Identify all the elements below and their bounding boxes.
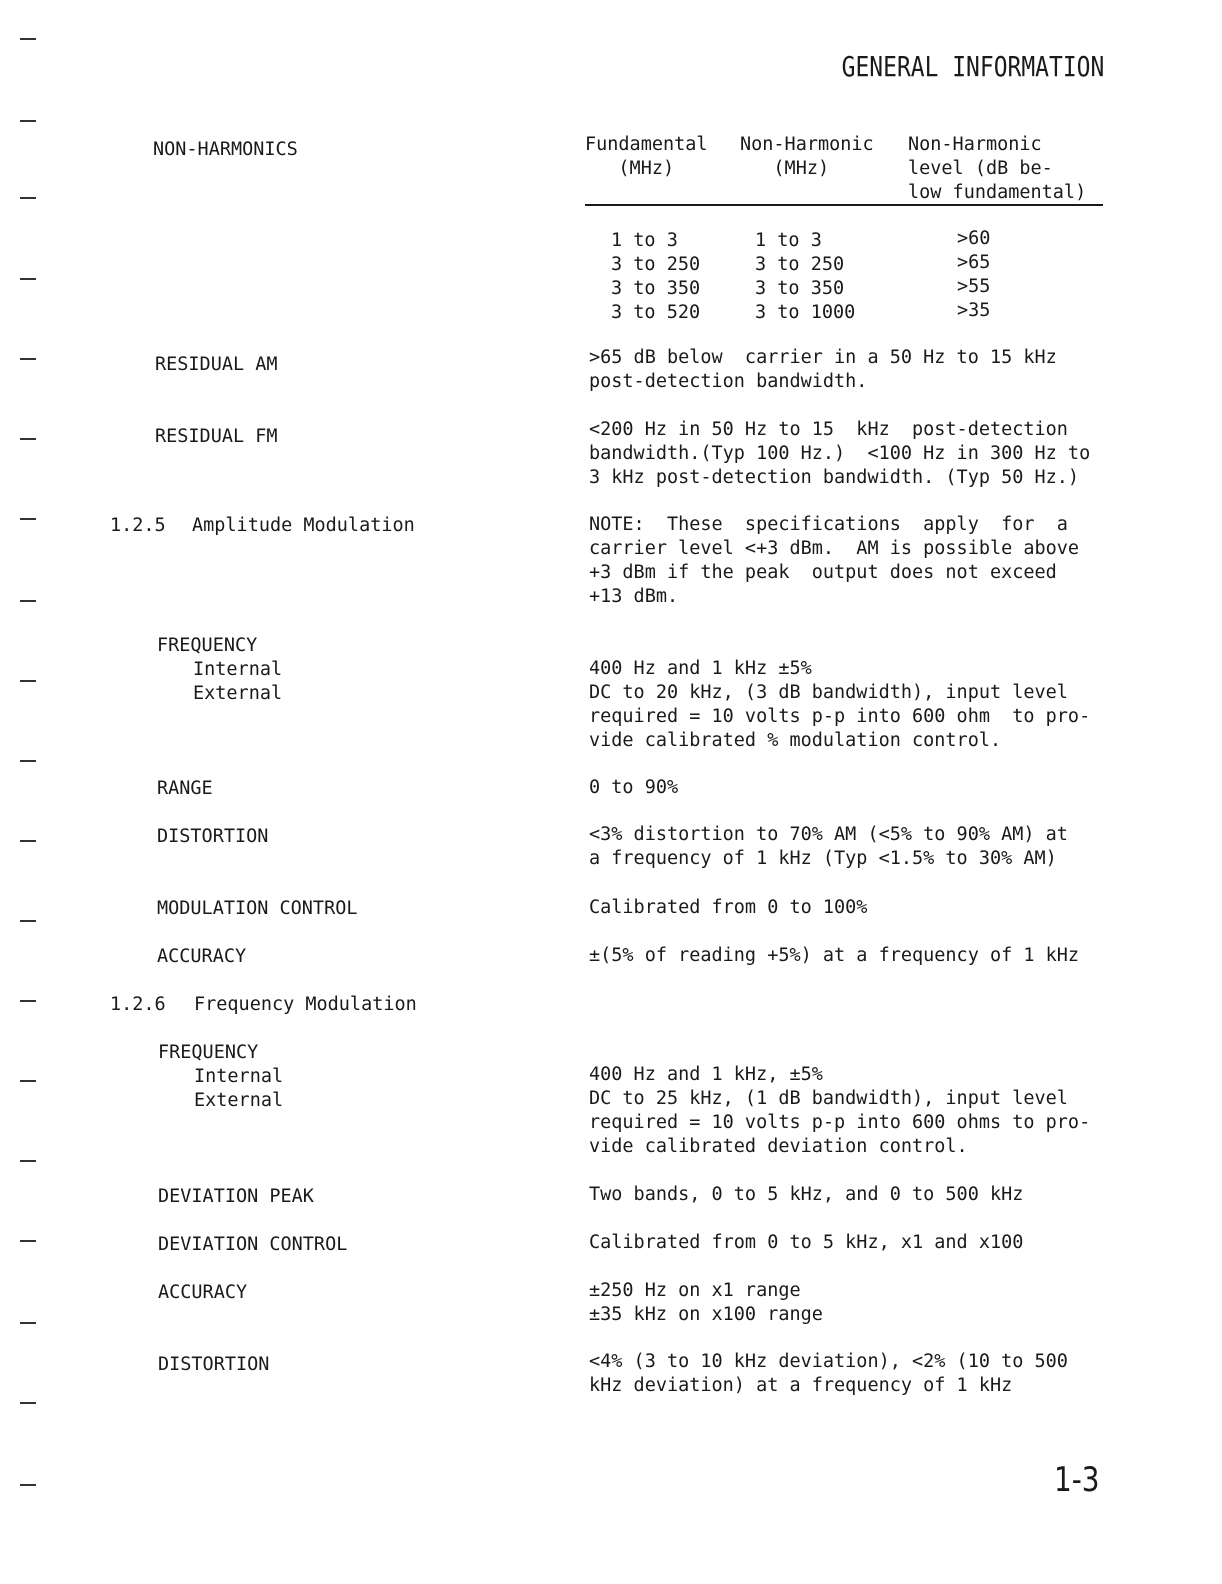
margin-mark bbox=[20, 760, 36, 762]
margin-mark bbox=[20, 278, 36, 280]
fm-distortion-label: DISTORTION bbox=[158, 1354, 270, 1375]
fm-frequency-label: FREQUENCY bbox=[158, 1042, 259, 1063]
margin-mark bbox=[20, 197, 36, 199]
margin-mark bbox=[20, 920, 36, 922]
table-header-non-harmonic-level: Non-Harmonic level (dB be- low fundamental) bbox=[908, 134, 1087, 203]
margin-mark bbox=[20, 1160, 36, 1162]
table-cell: 3 to 520 bbox=[611, 302, 701, 323]
margin-mark bbox=[20, 1322, 36, 1324]
fm-deviation-control-label: DEVIATION CONTROL bbox=[158, 1234, 348, 1255]
am-internal-value: 400 Hz and 1 kHz ±5% bbox=[589, 658, 812, 679]
margin-mark bbox=[20, 680, 36, 682]
fm-accuracy-value: ±250 Hz on x1 range ±35 kHz on x100 range bbox=[589, 1280, 823, 1325]
am-modulation-control-value: Calibrated from 0 to 100% bbox=[589, 897, 868, 918]
am-range-label: RANGE bbox=[157, 778, 213, 799]
table-cell: 3 to 250 bbox=[755, 254, 845, 275]
margin-mark bbox=[20, 1402, 36, 1404]
table-cell: 3 to 350 bbox=[611, 278, 701, 299]
table-cell: 1 to 3 bbox=[755, 230, 822, 251]
residual-am-value: >65 dB below carrier in a 50 Hz to 15 kHz post-detection bandwidth. bbox=[589, 347, 1057, 392]
table-cell: 3 to 250 bbox=[611, 254, 701, 275]
am-note: NOTE: These specifications apply for a carrier level <+3 dBm. AM is possible above +3 dBm if the peak output does not exceed +13 dBm. bbox=[589, 514, 1080, 607]
table-cell: >35 bbox=[957, 300, 991, 321]
non-harmonics-label: NON-HARMONICS bbox=[153, 139, 298, 160]
margin-mark bbox=[20, 840, 36, 842]
fm-deviation-peak-value: Two bands, 0 to 5 kHz, and 0 to 500 kHz bbox=[589, 1184, 1024, 1205]
table-cell: >55 bbox=[957, 276, 991, 297]
table-column-fundamental bbox=[611, 229, 700, 325]
margin-mark bbox=[20, 438, 36, 440]
section-number: 1.2.5 bbox=[110, 515, 166, 536]
am-external-label: External bbox=[193, 683, 283, 704]
margin-mark bbox=[20, 120, 36, 122]
section-number: 1.2.6 bbox=[110, 994, 166, 1015]
table-cell: 1 to 3 bbox=[611, 230, 678, 251]
margin-mark bbox=[20, 1000, 36, 1002]
am-external-value: DC to 20 kHz, (3 dB bandwidth), input level required = 10 volts p-p into 600 ohm to pro- vide calibrated % modulation control. bbox=[589, 682, 1091, 751]
table-header-fundamental: Fundamental (MHz) bbox=[585, 134, 708, 179]
margin-mark bbox=[20, 358, 36, 360]
section-title: Frequency Modulation bbox=[194, 994, 417, 1015]
fm-internal-value: 400 Hz and 1 kHz, ±5% bbox=[589, 1064, 823, 1085]
page-number: 1-3 bbox=[1054, 1460, 1100, 1500]
am-accuracy-label: ACCURACY bbox=[157, 946, 247, 967]
margin-mark bbox=[20, 1484, 36, 1486]
fm-external-label: External bbox=[194, 1090, 284, 1111]
margin-mark bbox=[20, 1240, 36, 1242]
fm-deviation-control-value: Calibrated from 0 to 5 kHz, x1 and x100 bbox=[589, 1232, 1024, 1253]
table-header-non-harmonic: Non-Harmonic (MHz) bbox=[740, 134, 874, 179]
am-distortion-value: <3% distortion to 70% AM (<5% to 90% AM) at a frequency of 1 kHz (Typ <1.5% to 30% AM) bbox=[589, 824, 1068, 869]
margin-mark bbox=[20, 600, 36, 602]
margin-mark bbox=[20, 1080, 36, 1082]
residual-fm-value: <200 Hz in 50 Hz to 15 kHz post-detection bandwidth.(Typ 100 Hz.) <100 Hz in 300 Hz to 3 kHz post-detection bandwidth. (Typ 50 Hz.) bbox=[589, 419, 1091, 488]
am-modulation-control-label: MODULATION CONTROL bbox=[157, 898, 358, 919]
margin-mark bbox=[20, 38, 36, 40]
margin-mark bbox=[20, 518, 36, 520]
table-cell: >60 bbox=[957, 228, 991, 249]
am-frequency-label: FREQUENCY bbox=[157, 635, 258, 656]
table-cell: 3 to 1000 bbox=[755, 302, 856, 323]
table-cell: 3 to 350 bbox=[755, 278, 845, 299]
table-column-non-harmonic bbox=[755, 229, 855, 325]
table-cell: >65 bbox=[957, 252, 991, 273]
fm-deviation-peak-label: DEVIATION PEAK bbox=[158, 1186, 314, 1207]
page-header-title: GENERAL INFORMATION bbox=[841, 50, 1104, 83]
am-accuracy-value: ±(5% of reading +5%) at a frequency of 1 kHz bbox=[589, 945, 1080, 966]
residual-fm-label: RESIDUAL FM bbox=[155, 426, 278, 447]
fm-accuracy-label: ACCURACY bbox=[158, 1282, 248, 1303]
am-range-value: 0 to 90% bbox=[589, 777, 679, 798]
table-header-rule bbox=[585, 204, 1103, 206]
fm-distortion-value: <4% (3 to 10 kHz deviation), <2% (10 to 500 kHz deviation) at a frequency of 1 kHz bbox=[589, 1351, 1068, 1396]
residual-am-label: RESIDUAL AM bbox=[155, 354, 278, 375]
table-column-level bbox=[957, 227, 990, 323]
fm-internal-label: Internal bbox=[194, 1066, 284, 1087]
am-distortion-label: DISTORTION bbox=[157, 826, 269, 847]
section-title: Amplitude Modulation bbox=[192, 515, 415, 536]
fm-external-value: DC to 25 kHz, (1 dB bandwidth), input level required = 10 volts p-p into 600 ohms to pro- vide calibrated deviation control. bbox=[589, 1088, 1091, 1157]
am-internal-label: Internal bbox=[193, 659, 283, 680]
